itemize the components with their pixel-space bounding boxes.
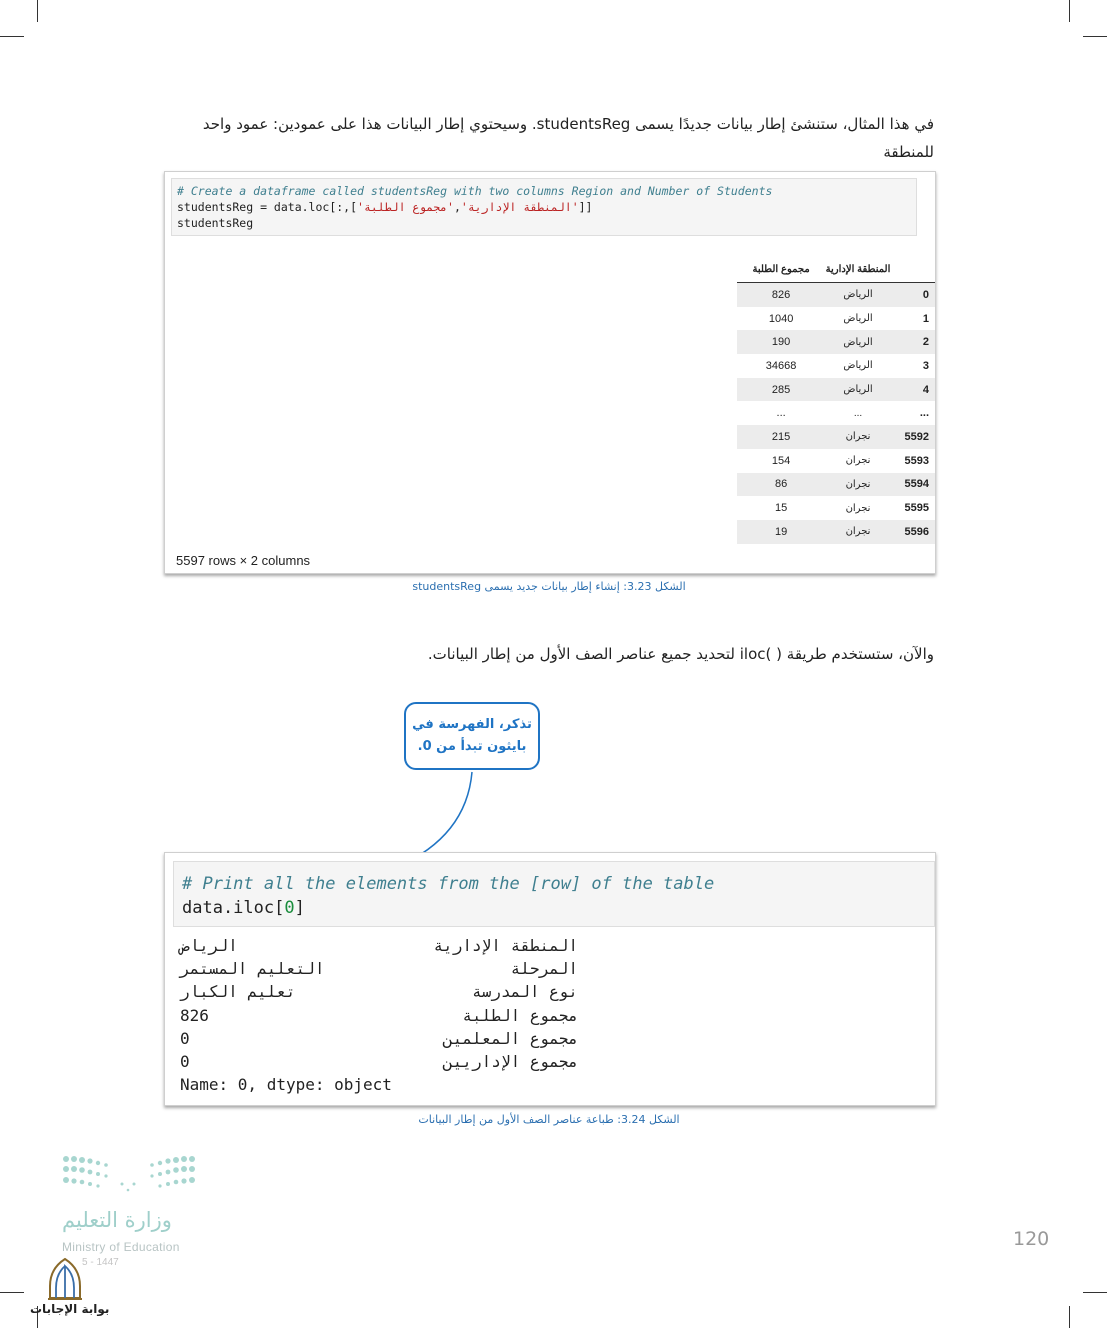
- table-row: [737, 283, 935, 307]
- cell-index: 5595: [904, 502, 929, 515]
- cell-region: نجران: [825, 473, 891, 497]
- cell-region: الرياض: [825, 283, 891, 307]
- cell-region: الرياض: [843, 313, 873, 325]
- figure-caption-2: الشكل 3.24: طباعة عناصر الصف الأول من إطار البيانات: [418, 1113, 680, 1126]
- crop-mark: [0, 1292, 24, 1293]
- code-comment: # Create a dataframe called studentsReg with two columns Region and Number of Students: [177, 184, 773, 198]
- cell-region: ...: [853, 407, 863, 419]
- table-row: [737, 354, 935, 378]
- ministry-logo-year: 5 - 1447: [82, 1257, 119, 1268]
- output-value: 0: [180, 1028, 190, 1048]
- table-row: [737, 330, 935, 354]
- output-label: مجموع الإداريين: [443, 1052, 578, 1071]
- portal-logo-icon: [44, 1256, 86, 1302]
- crop-mark: [1083, 1292, 1107, 1293]
- cell-student-count: 190: [737, 330, 825, 354]
- table-row: [737, 425, 935, 449]
- table-row: [737, 520, 935, 544]
- cell-student-count: 19: [737, 520, 825, 544]
- cell-student-count: 34668: [765, 359, 797, 372]
- code-line-3: studentsReg: [177, 216, 254, 230]
- cell-student-count: 1040: [768, 312, 794, 325]
- output-value: تعليم الكبار: [180, 982, 296, 1002]
- cell-student-count: 86: [737, 473, 825, 497]
- column-header-region: المنطقة الإدارية: [825, 256, 891, 283]
- cell-region: الرياض: [825, 330, 891, 354]
- output-label: المرحلة: [510, 959, 578, 979]
- table-row: [737, 449, 935, 473]
- cell-region: نجران: [845, 502, 871, 514]
- cell-student-count: 154: [771, 454, 791, 467]
- code-line-2: studentsReg = data.loc[:,['المنطقة الإدارية','مجموع الطلبة']]: [177, 200, 593, 214]
- crop-mark: [1069, 1306, 1070, 1328]
- column-header-value: مجموع الطلبة: [737, 256, 825, 283]
- cell-index: 3: [922, 359, 929, 372]
- code-line-iloc: data.iloc[0]: [182, 898, 305, 918]
- table-row: [737, 378, 935, 402]
- output-footer: Name: 0, dtype: object: [180, 1075, 392, 1095]
- cell-student-count: 15: [774, 502, 788, 515]
- page-number: 120: [1013, 1228, 1050, 1250]
- cell-student-count: 826: [737, 283, 825, 307]
- code-input-2[interactable]: [173, 861, 935, 927]
- cell-student-count: ...: [776, 407, 786, 420]
- table-row: [737, 307, 935, 331]
- crop-mark: [37, 0, 38, 22]
- cell-index: 5596: [891, 520, 935, 544]
- crop-mark: [1069, 0, 1070, 22]
- output-value: الرياض: [180, 936, 238, 955]
- cell-index: ...: [919, 407, 929, 420]
- row-count-summary: 5597 rows × 2 columns: [176, 553, 311, 568]
- table-row: [737, 496, 935, 520]
- cell-index: 4: [891, 378, 935, 402]
- cell-region: الرياض: [825, 378, 891, 402]
- table-header-row: [737, 256, 935, 283]
- code-input[interactable]: [171, 178, 917, 236]
- crop-mark: [0, 36, 24, 37]
- cell-index: 0: [891, 283, 935, 307]
- cell-student-count: 215: [737, 425, 825, 449]
- cell-region: نجران: [825, 520, 891, 544]
- crop-mark: [1083, 36, 1107, 37]
- column-header-index: [891, 256, 935, 283]
- table-row: [737, 473, 935, 497]
- callout-line-1: تذكر، الفهرسة في: [412, 717, 532, 732]
- dataframe-table: [737, 256, 935, 544]
- cell-region: نجران: [825, 425, 891, 449]
- cell-index: 2: [891, 330, 935, 354]
- cell-student-count: 285: [737, 378, 825, 402]
- code-comment-2: # Print all the elements from the [row] of the table: [182, 874, 715, 894]
- cell-region: نجران: [845, 455, 871, 467]
- intro-paragraph-2: والآن، ستستخدم طريقة ( )iloc لتحديد جميع عناصر الصف الأول من إطار البيانات.: [427, 645, 934, 663]
- table-row: [737, 401, 935, 425]
- portal-label: بوابة الإجابات: [30, 1302, 110, 1316]
- cell-region: الرياض: [843, 360, 873, 372]
- ministry-logo-arabic: وزارة التعليم: [62, 1208, 172, 1232]
- output-label: نوع المدرسة: [472, 982, 578, 1002]
- python-indexing-callout: [404, 702, 540, 770]
- cell-index: 5592: [891, 425, 935, 449]
- output-value: 826: [180, 1005, 209, 1025]
- output-value: 0: [180, 1052, 190, 1071]
- notebook-cell-loc: [164, 171, 936, 574]
- intro-line-1: في هذا المثال، ستنشئ إطار بيانات جديدًا يسمى studentsReg. وسيحتوي إطار البيانات هذا على عمودين: عمود واحد للمنطقة: [202, 115, 934, 161]
- ministry-logo-dots-icon: [62, 1154, 198, 1200]
- ministry-logo-english: Ministry of Education: [62, 1240, 180, 1254]
- output-value: التعليم المستمر: [180, 959, 325, 979]
- cell-index: 1: [922, 312, 929, 325]
- figure-caption-1: الشكل 3.23: إنشاء إطار بيانات جديد يسمى studentsReg: [412, 580, 686, 593]
- output-label: مجموع المعلمين: [443, 1028, 578, 1048]
- callout-line-2: بايثون تبدأ من 0.: [417, 739, 527, 754]
- output-label: المنطقة الإدارية: [433, 936, 578, 955]
- output-label: مجموع الطلبة: [462, 1005, 578, 1025]
- cell-index: 5594: [891, 473, 935, 497]
- cell-index: 5593: [904, 454, 929, 467]
